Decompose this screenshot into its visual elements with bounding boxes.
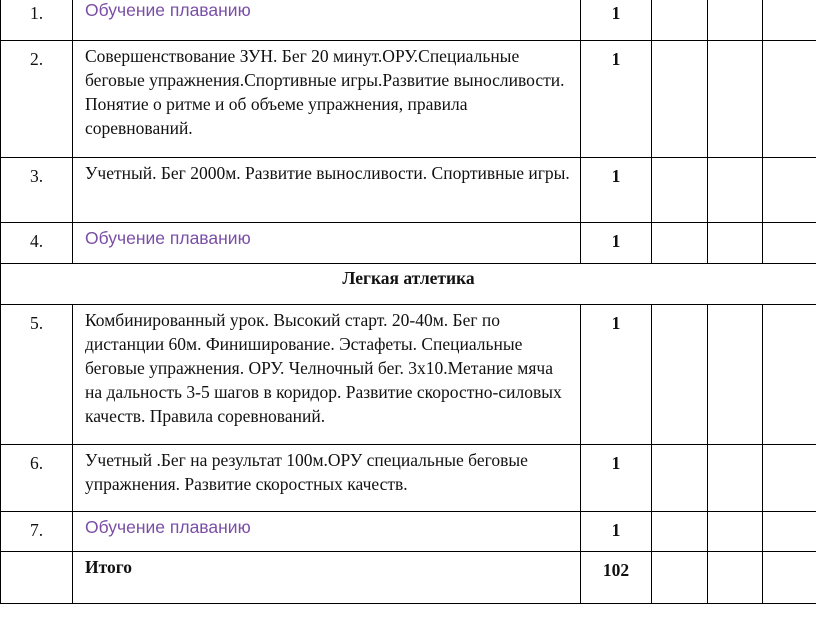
empty-cell	[708, 158, 763, 223]
lesson-topic: Комбинированный урок. Высокий старт. 20-40м. Бег по дистанции 60м. Финиширование. Эстафеты. Специальные беговые упражнения. ОРУ. Челночный бег. 3х10.Метание мяча на дальность 3-5 шагов в коридор. Развитие скоростно-силовых качеств. Правила соревнований.	[73, 305, 581, 445]
empty-cell	[652, 223, 708, 264]
total-row	[1, 552, 816, 604]
empty-cell	[652, 512, 708, 552]
empty-cell	[763, 512, 816, 552]
empty-cell	[763, 445, 816, 512]
section-row	[1, 264, 816, 305]
empty-cell	[763, 41, 816, 158]
empty-cell	[708, 41, 763, 158]
empty-cell	[763, 223, 816, 264]
lesson-hours: 1	[581, 305, 652, 445]
row-number: 7.	[1, 512, 73, 552]
lesson-topic: Обучение плаванию	[73, 512, 581, 552]
lesson-topic: Учетный. Бег 2000м. Развитие выносливости. Спортивные игры.	[73, 158, 581, 223]
empty-cell	[652, 305, 708, 445]
lesson-hours: 1	[581, 0, 652, 41]
empty-cell	[652, 0, 708, 41]
empty-cell	[708, 445, 763, 512]
row-number: 4.	[1, 223, 73, 264]
table-row	[1, 41, 816, 158]
row-number: 2.	[1, 41, 73, 158]
lesson-topic: Обучение плаванию	[73, 223, 581, 264]
empty-cell	[763, 552, 816, 604]
row-number: 5.	[1, 305, 73, 445]
row-number: 6.	[1, 445, 73, 512]
empty-cell	[708, 223, 763, 264]
empty-cell	[652, 41, 708, 158]
empty-cell	[1, 552, 73, 604]
section-heading: Легкая атлетика	[1, 264, 816, 305]
empty-cell	[652, 445, 708, 512]
table-row	[1, 158, 816, 223]
total-hours: 102	[581, 552, 652, 604]
lesson-hours: 1	[581, 445, 652, 512]
empty-cell	[763, 0, 816, 41]
lesson-topic: Совершенствование ЗУН. Бег 20 минут.ОРУ.Специальные беговые упражнения.Спортивные игры.Развитие выносливости. Понятие о ритме и об объеме упражнения, правила соревнований.	[73, 41, 581, 158]
table-row	[1, 223, 816, 264]
row-number: 1.	[1, 0, 73, 41]
table-row	[1, 512, 816, 552]
empty-cell	[763, 158, 816, 223]
empty-cell	[708, 512, 763, 552]
empty-cell	[763, 305, 816, 445]
lesson-topic: Обучение плаванию	[73, 0, 581, 41]
empty-cell	[708, 552, 763, 604]
empty-cell	[708, 305, 763, 445]
lesson-hours: 1	[581, 512, 652, 552]
lesson-hours: 1	[581, 41, 652, 158]
table-row	[1, 0, 816, 41]
row-number: 3.	[1, 158, 73, 223]
empty-cell	[652, 552, 708, 604]
empty-cell	[708, 0, 763, 41]
lesson-topic: Учетный .Бег на результат 100м.ОРУ специальные беговые упражнения. Развитие скоростных качеств.	[73, 445, 581, 512]
table-row	[1, 445, 816, 512]
table-row	[1, 305, 816, 445]
lesson-hours: 1	[581, 223, 652, 264]
empty-cell	[652, 158, 708, 223]
total-label: Итого	[73, 552, 581, 604]
lesson-hours: 1	[581, 158, 652, 223]
